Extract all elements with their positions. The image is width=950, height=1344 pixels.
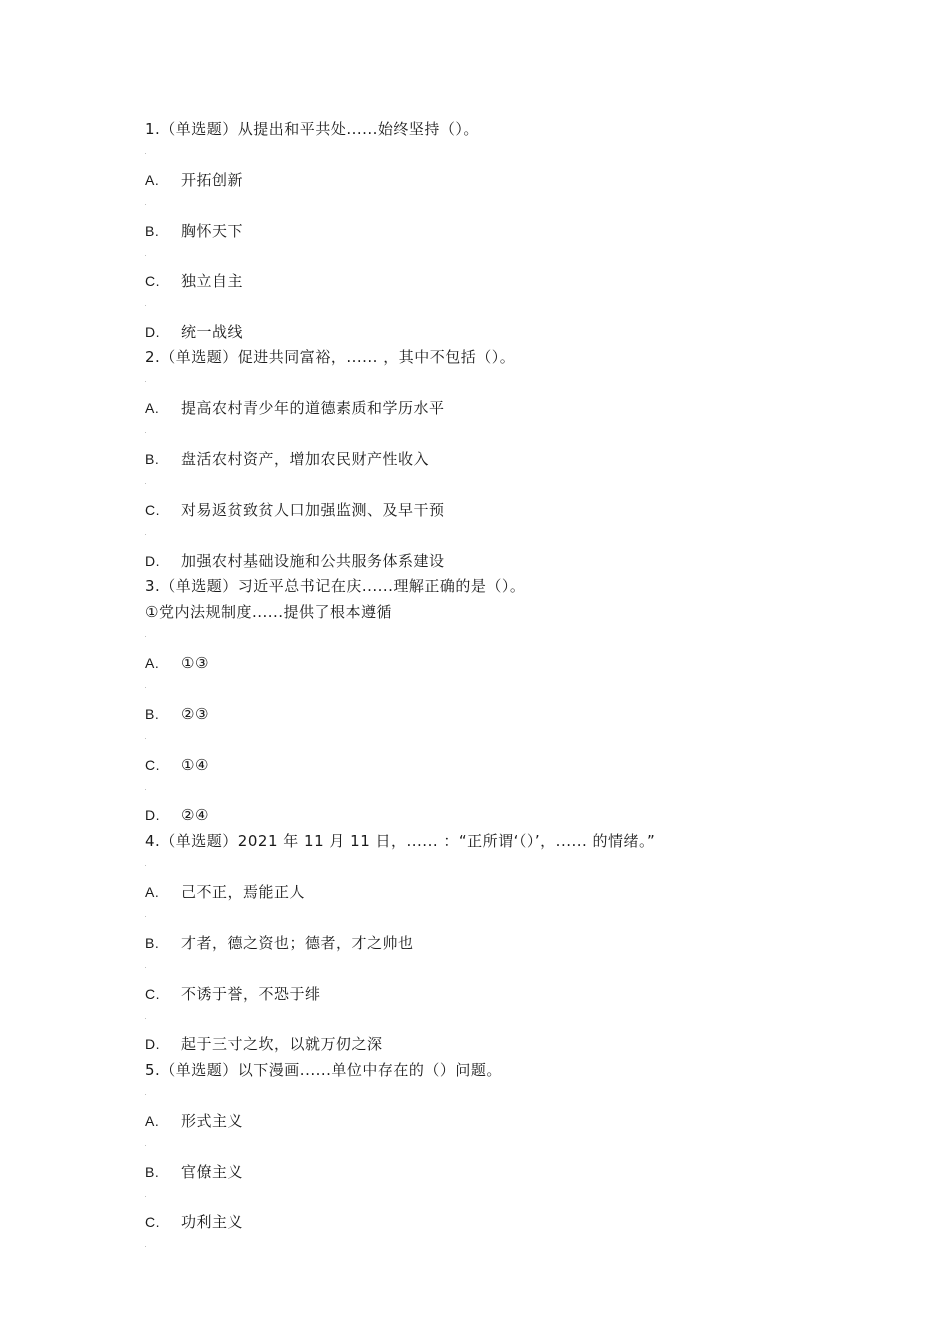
question-2-option-b bbox=[145, 449, 429, 469]
option-text: 才者，德之资也；德者，才之帅也 bbox=[181, 934, 414, 952]
question-2-option-c bbox=[145, 500, 445, 520]
option-text: 形式主义 bbox=[181, 1112, 244, 1130]
separator-dot bbox=[145, 255, 146, 256]
option-text: 统一战线 bbox=[181, 323, 244, 341]
option-text: 不诱于誉，不恐于绯 bbox=[181, 985, 321, 1003]
question-5-option-b bbox=[145, 1162, 243, 1182]
option-letter: D. bbox=[145, 1036, 160, 1052]
question-3-statement: ①党内法规制度......提供了根本遵循 bbox=[145, 603, 393, 621]
question-5-stem: 5.（单选题）以下漫画......单位中存在的（）问题。 bbox=[145, 1061, 502, 1079]
option-letter: C. bbox=[145, 273, 160, 289]
option-letter: C. bbox=[145, 986, 160, 1002]
option-letter: D. bbox=[145, 807, 160, 823]
option-text: 加强农村基础设施和公共服务体系建设 bbox=[181, 552, 445, 570]
question-1-option-c bbox=[145, 271, 243, 291]
option-letter: A. bbox=[145, 172, 160, 188]
question-4-option-b bbox=[145, 933, 414, 953]
question-1-option-b bbox=[145, 221, 243, 241]
separator-dot bbox=[145, 534, 146, 535]
question-3-option-c bbox=[145, 755, 209, 775]
option-text: 功利主义 bbox=[181, 1213, 244, 1231]
option-text: 胸怀天下 bbox=[181, 222, 244, 240]
question-2-option-d bbox=[145, 551, 445, 571]
separator-dot bbox=[145, 789, 146, 790]
question-1-stem: 1.（单选题）从提出和平共处......始终坚持（）。 bbox=[145, 120, 479, 138]
question-5-option-a bbox=[145, 1111, 243, 1131]
question-2-stem: 2.（单选题）促进共同富裕，...... ，其中不包括（）。 bbox=[145, 348, 516, 366]
option-letter: A. bbox=[145, 400, 160, 416]
question-1-option-a bbox=[145, 170, 243, 190]
separator-dot bbox=[145, 738, 146, 739]
option-text: ①③ bbox=[181, 654, 209, 672]
option-letter: C. bbox=[145, 502, 160, 518]
option-text: 盘活农村资产，增加农民财产性收入 bbox=[181, 450, 430, 468]
separator-dot bbox=[145, 204, 146, 205]
question-3-option-a bbox=[145, 653, 209, 673]
option-letter: D. bbox=[145, 324, 160, 340]
separator-dot bbox=[145, 1145, 146, 1146]
option-letter: B. bbox=[145, 706, 160, 722]
separator-dot bbox=[145, 916, 146, 917]
separator-dot bbox=[145, 687, 146, 688]
separator-dot bbox=[145, 381, 146, 382]
option-letter: B. bbox=[145, 223, 160, 239]
option-text: ②③ bbox=[181, 705, 209, 723]
separator-dot bbox=[145, 432, 146, 433]
question-4-option-c bbox=[145, 984, 321, 1004]
option-text: 对易返贫致贫人口加强监测、及早干预 bbox=[181, 501, 445, 519]
separator-dot bbox=[145, 1094, 146, 1095]
question-1-option-d bbox=[145, 322, 243, 342]
option-text: ②④ bbox=[181, 806, 209, 824]
separator-dot bbox=[145, 153, 146, 154]
option-text: 官僚主义 bbox=[181, 1163, 244, 1181]
question-3-stem: 3.（单选题）习近平总书记在庆......理解正确的是（）。 bbox=[145, 577, 526, 595]
question-3-option-b bbox=[145, 704, 209, 724]
option-text: 起于三寸之坎，以就万仞之深 bbox=[181, 1035, 383, 1053]
option-text: ①④ bbox=[181, 756, 209, 774]
question-2-option-a bbox=[145, 398, 445, 418]
option-text: 独立自主 bbox=[181, 272, 244, 290]
option-letter: C. bbox=[145, 1214, 160, 1230]
option-letter: B. bbox=[145, 451, 160, 467]
separator-dot bbox=[145, 865, 146, 866]
separator-dot bbox=[145, 305, 146, 306]
option-letter: A. bbox=[145, 655, 160, 671]
option-text: 提高农村青少年的道德素质和学历水平 bbox=[181, 399, 445, 417]
question-5-option-c bbox=[145, 1212, 243, 1232]
option-letter: C. bbox=[145, 757, 160, 773]
option-letter: A. bbox=[145, 884, 160, 900]
question-3-option-d bbox=[145, 805, 209, 825]
separator-dot bbox=[145, 636, 146, 637]
question-4-stem: 4.（单选题）2021 年 11 月 11 日，...... ：“正所谓‘（）’，...... 的情绪。” bbox=[145, 832, 656, 850]
option-letter: D. bbox=[145, 553, 160, 569]
option-text: 开拓创新 bbox=[181, 171, 244, 189]
separator-dot bbox=[145, 967, 146, 968]
option-letter: B. bbox=[145, 1164, 160, 1180]
separator-dot bbox=[145, 483, 146, 484]
question-4-option-d bbox=[145, 1034, 383, 1054]
question-4-option-a bbox=[145, 882, 305, 902]
option-letter: A. bbox=[145, 1113, 160, 1129]
option-text: 己不正，焉能正人 bbox=[181, 883, 306, 901]
separator-dot bbox=[145, 1196, 146, 1197]
separator-dot bbox=[145, 1018, 146, 1019]
option-letter: B. bbox=[145, 935, 160, 951]
separator-dot bbox=[145, 1246, 146, 1247]
